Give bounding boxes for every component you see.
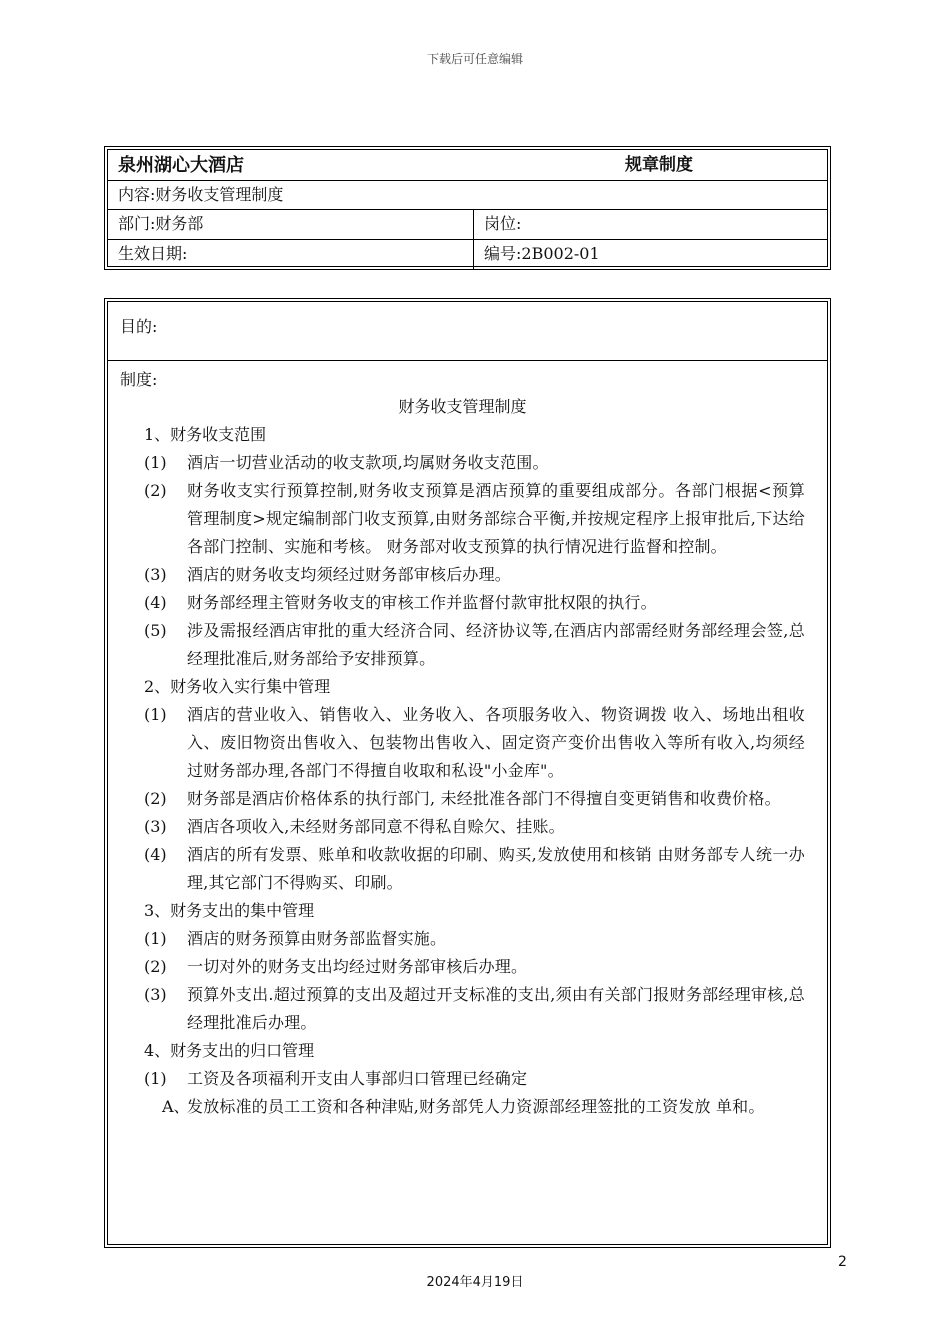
item-number: (4) — [144, 593, 167, 612]
item-number: (1) — [144, 929, 167, 948]
list-item — [120, 813, 805, 841]
footer-date: 2024年4月19日 — [426, 1275, 524, 1290]
item-text: 预算外支出.超过预算的支出及超过开支标准的支出,须由有关部门报财务部经理审核,总经理批准后办理。 — [187, 985, 805, 1032]
section-heading: 3、财务支出的集中管理 — [144, 901, 315, 920]
header-table — [104, 146, 831, 270]
dept-row — [108, 210, 827, 240]
section-heading: 4、财务支出的归口管理 — [144, 1041, 315, 1060]
list-item — [120, 589, 805, 617]
list-item — [120, 925, 805, 953]
list-item — [120, 981, 805, 1037]
item-text: 财务部经理主管财务收支的审核工作并监督付款审批权限的执行。 — [187, 593, 657, 612]
list-item — [120, 841, 805, 897]
page-number: 2 — [838, 1254, 847, 1270]
section-heading: 1、财务收支范围 — [144, 425, 267, 444]
hotel-name: 泉州湖心大酒店 — [118, 155, 244, 176]
list-item — [120, 617, 805, 673]
item-text: 财务收支实行预算控制,财务收支预算是酒店预算的重要组成部分。各部门根据<预算管理制度>规定编制部门收支预算,由财务部综合平衡,并按规定程序上报审批后,下达给各部门控制、实施和考核。 财务部对收支预算的执行情况进行监督和控制。 — [187, 481, 805, 556]
sections-container — [120, 421, 805, 1121]
item-text: 涉及需报经酒店审批的重大经济合同、经济协议等,在酒店内部需经财务部经理会签,总经理批准后,财务部给予安排预算。 — [187, 621, 805, 668]
item-number: (3) — [144, 985, 167, 1004]
item-text: 酒店的财务收支均须经过财务部审核后办理。 — [187, 565, 512, 584]
item-text: 发放标准的员工工资和各种津贴,财务部凭人力资源部经理签批的工资发放 单和。 — [187, 1097, 765, 1116]
doc-code: 编号:2B002-01 — [484, 244, 600, 263]
list-item — [120, 477, 805, 561]
list-item — [120, 449, 805, 477]
effective-date-label: 生效日期: — [108, 240, 474, 270]
item-number: (4) — [144, 845, 167, 864]
list-item — [120, 1093, 805, 1121]
item-number: (1) — [144, 1069, 167, 1088]
content-label: 内容:财务收支管理制度 — [118, 185, 284, 204]
system-label: 制度: — [120, 370, 158, 389]
item-text: 财务部是酒店价格体系的执行部门, 未经批准各部门不得擅自变更销售和收费价格。 — [187, 789, 781, 808]
content-row — [108, 181, 827, 210]
item-text: 酒店的营业收入、销售收入、业务收入、各项服务收入、物资调拨 收入、场地出租收入、废旧物资出售收入、包装物出售收入、固定资产变价出售收入等所有收入,均须经过财务部办理,各部门不得擅自收取和私设"小金库"。 — [187, 705, 805, 780]
system-section — [108, 361, 827, 1121]
item-number: (1) — [144, 705, 167, 724]
item-number: (1) — [144, 453, 167, 472]
section-heading: 2、财务收入实行集中管理 — [144, 677, 331, 696]
list-item — [120, 785, 805, 813]
list-item — [120, 1065, 805, 1093]
item-text: 工资及各项福利开支由人事部归口管理已经确定 — [187, 1069, 528, 1088]
item-text: 酒店一切营业活动的收支款项,均属财务收支范围。 — [187, 453, 549, 472]
post-label: 岗位: — [484, 214, 522, 233]
list-item — [120, 561, 805, 589]
item-number: (2) — [144, 481, 167, 500]
item-number: (5) — [144, 621, 167, 640]
dept-label: 部门:财务部 — [108, 210, 474, 239]
item-number: (3) — [144, 565, 167, 584]
item-text: 酒店的财务预算由财务部监督实施。 — [187, 929, 447, 948]
item-text: 一切对外的财务支出均经过财务部审核后办理。 — [187, 957, 528, 976]
top-note: 下载后可任意编辑 — [426, 52, 523, 66]
item-text: 酒店的所有发票、账单和收款收据的印刷、购买,发放使用和核销 由财务部专人统一办理,其它部门不得购买、印刷。 — [187, 845, 805, 892]
doc-type: 规章制度 — [625, 155, 693, 175]
header-title-row — [108, 150, 827, 181]
item-number: (3) — [144, 817, 167, 836]
date-row — [108, 240, 827, 270]
item-number: (2) — [144, 957, 167, 976]
doc-title: 财务收支管理制度 — [398, 397, 527, 416]
item-number: A、 — [162, 1097, 190, 1116]
list-item — [120, 953, 805, 981]
purpose-label: 目的: — [108, 302, 827, 361]
item-text: 酒店各项收入,未经财务部同意不得私自赊欠、挂账。 — [187, 817, 565, 836]
body-table — [104, 298, 831, 1248]
list-item — [120, 701, 805, 785]
item-number: (2) — [144, 789, 167, 808]
